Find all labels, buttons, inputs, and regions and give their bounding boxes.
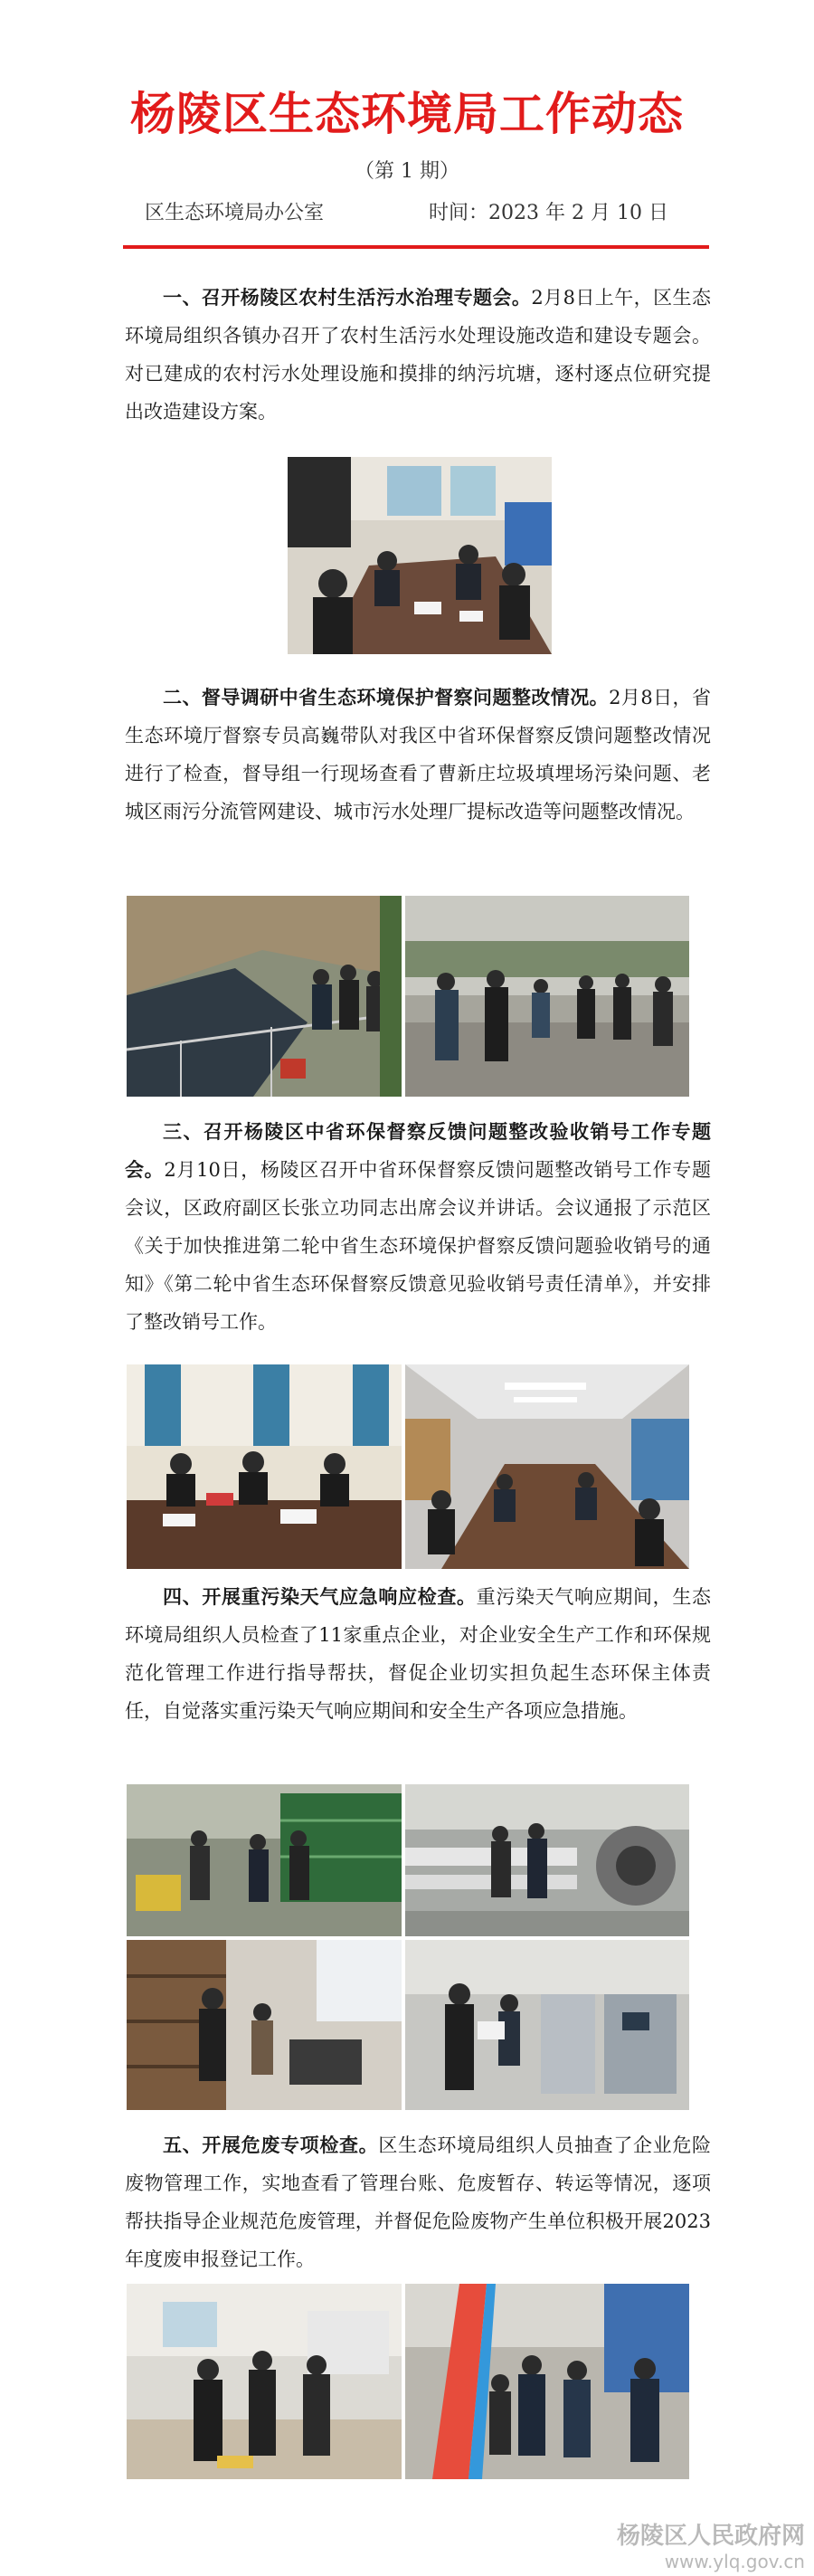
section-5-body: 区生态环境局组织人员抽查了企业危险废物管理工作，实地查看了管理台账、危废暂存、转运等情况，逐项帮扶指导企业规范危废管理，并督促危险废物产生单位积极开展2023年度废申报登记工作。 (125, 2134, 712, 2270)
office-inspection-illustration (127, 1940, 402, 2110)
section-4-body: 重污染天气响应期间，生态环境局组织人员检查了11家重点企业，对企业安全生产工作和环保规范化管理工作进行指导帮扶，督促企业切实担负起生态环保主体责任，自觉落实重污染天气响应期间和安全生产各项应急措施。 (125, 1586, 712, 1722)
section-1-paragraph (125, 279, 711, 431)
pipe-production-illustration (405, 1784, 689, 1936)
lab-inspection-illustration (127, 2284, 402, 2479)
issue-number: （第 1 期） (355, 160, 459, 183)
section-2-paragraph (125, 679, 711, 831)
section-5-heading: 五、开展危废专项检查。 (163, 2134, 379, 2156)
watermark-url: www.ylq.gov.cn (664, 2551, 805, 2572)
photo-rectification-meeting (127, 1364, 402, 1569)
section-4-paragraph (125, 1578, 711, 1730)
section-3-heading: 三、召开杨陵区中省环保督察反馈问题整改验收销号工作专题会。 (125, 1120, 711, 1181)
section-2-heading: 二、督导调研中省生态环境保护督察问题整改情况。 (163, 686, 610, 708)
photo-factory-inspection-3 (127, 1940, 402, 2110)
equipment-room-illustration (405, 1940, 689, 2110)
section-3-body: 2月10日，杨陵区召开中省环保督察反馈问题整改销号工作专题会议，区政府副区长张立功同志出席会议并讲话。会议通报了示范区《关于加快推进第二轮中省生态环境保护督察反馈问题验收销号的通知》《第二轮中省生态环保督察反馈意见验收销号责任清单》，并安排了整改销号工作。 (125, 1159, 711, 1333)
page-title: 杨陵区生态环境局工作动态 (130, 88, 684, 140)
photo-conference-hall (405, 1364, 689, 1569)
site-watermark (579, 2517, 805, 2572)
section-4-heading: 四、开展重污染天气应急响应检查。 (163, 1585, 477, 1608)
section-1-heading: 一、召开杨陵区农村生活污水治理专题会。 (163, 286, 532, 309)
conference-hall-illustration (405, 1364, 689, 1569)
factory-floor-illustration (127, 1784, 402, 1936)
section-2-body: 2月8日，省生态环境厅督察专员高巍带队对我区中省环保督察反馈问题整改情况进行了检查，督导组一行现场查看了曹新庄垃圾填埋场污染问题、老城区雨污分流管网建设、城市污水处理厂提标改造等问题整改情况。 (125, 687, 711, 822)
issue-date: 时间：2023 年 2 月 10 日 (429, 202, 668, 224)
photo-factory-inspection-2 (405, 1784, 689, 1936)
issuing-office: 区生态环境局办公室 (145, 202, 325, 224)
warehouse-inspection-illustration (405, 2284, 689, 2479)
conference-illustration (127, 1364, 402, 1569)
header-red-rule (123, 245, 709, 249)
photo-meeting-sewage (288, 457, 552, 654)
photo-hazardous-waste-1 (127, 2284, 402, 2479)
section-1-body: 2月8日上午，区生态环境局组织各镇办召开了农村生活污水处理设施改造和建设专题会。对已建成的农村污水处理设施和摸排的纳污坑塘，逐村逐点位研究提出改造建设方案。 (125, 287, 711, 423)
photo-site-visit (405, 896, 689, 1097)
site-visit-illustration (405, 896, 689, 1097)
section-3-paragraph (125, 1113, 711, 1341)
meeting-room-illustration (288, 457, 552, 654)
photo-landfill-inspection (127, 896, 402, 1097)
watermark-site-name: 杨陵区人民政府网 (616, 2523, 805, 2550)
section-5-paragraph (125, 2126, 711, 2278)
landfill-site-illustration (127, 896, 402, 1097)
photo-factory-inspection-1 (127, 1784, 402, 1936)
photo-hazardous-waste-2 (405, 2284, 689, 2479)
photo-factory-inspection-4 (405, 1940, 689, 2110)
